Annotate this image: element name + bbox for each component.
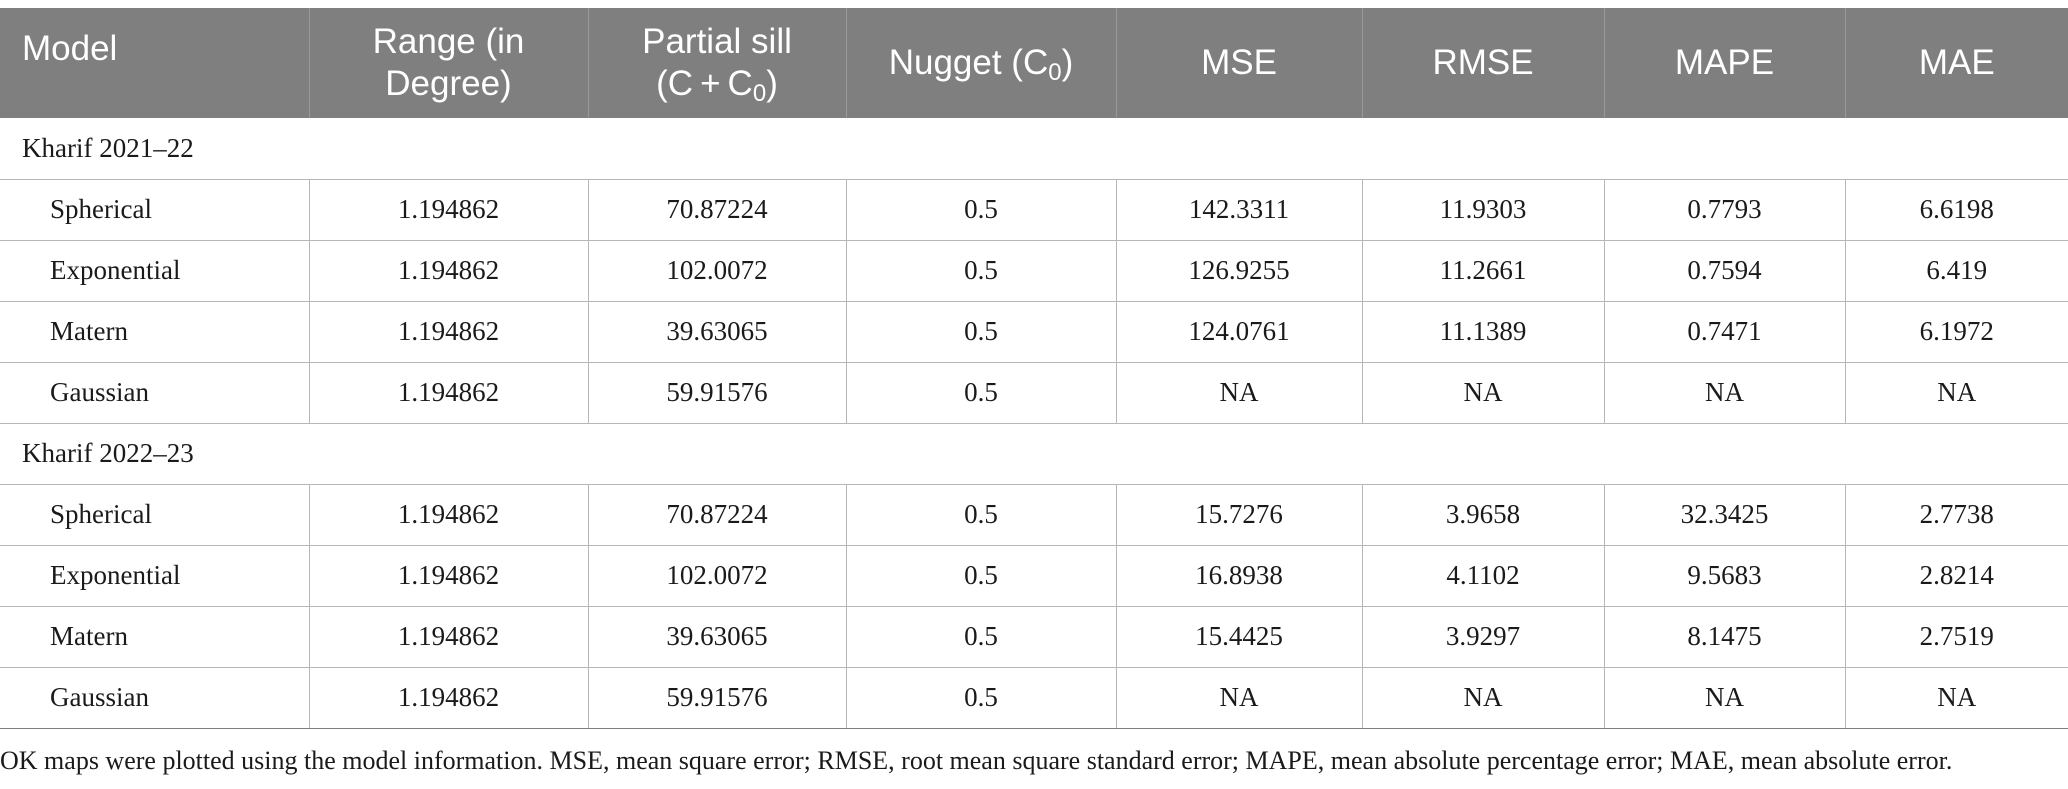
header-rmse: RMSE <box>1362 8 1604 118</box>
cell-partial-sill: 39.63065 <box>588 606 846 667</box>
header-nugget-close: ) <box>1061 43 1074 82</box>
cell-rmse: 4.1102 <box>1362 545 1604 606</box>
header-partial-sill-sub: 0 <box>752 80 767 107</box>
table-row <box>0 240 2068 301</box>
cell-rmse: NA <box>1362 362 1604 423</box>
cell-mae: 6.6198 <box>1845 179 2068 240</box>
table-body <box>0 118 2068 728</box>
cell-mse: 16.8938 <box>1116 545 1362 606</box>
table-row <box>0 362 2068 423</box>
cell-mse: 142.3311 <box>1116 179 1362 240</box>
cell-partial-sill: 102.0072 <box>588 240 846 301</box>
section-row <box>0 423 2068 484</box>
cell-nugget: 0.5 <box>846 606 1116 667</box>
header-mse: MSE <box>1116 8 1362 118</box>
cell-rmse: 11.2661 <box>1362 240 1604 301</box>
cell-mape: 9.5683 <box>1604 545 1845 606</box>
cell-mae: 6.1972 <box>1845 301 2068 362</box>
section-label: Kharif 2022–23 <box>0 423 2068 484</box>
cell-mape: 0.7594 <box>1604 240 1845 301</box>
results-table <box>0 8 2068 729</box>
cell-mae: 2.7519 <box>1845 606 2068 667</box>
cell-mse: 126.9255 <box>1116 240 1362 301</box>
header-partial-sill-close: ) <box>766 64 778 103</box>
table-header <box>0 8 2068 118</box>
cell-rmse: NA <box>1362 667 1604 728</box>
cell-mse: NA <box>1116 667 1362 728</box>
cell-model: Matern <box>0 301 309 362</box>
cell-model: Exponential <box>0 545 309 606</box>
header-partial-sill <box>588 8 846 118</box>
cell-nugget: 0.5 <box>846 362 1116 423</box>
cell-mape: NA <box>1604 667 1845 728</box>
cell-range: 1.194862 <box>309 484 588 545</box>
cell-rmse: 11.9303 <box>1362 179 1604 240</box>
header-nugget-label: Nugget (C <box>888 43 1049 82</box>
cell-partial-sill: 102.0072 <box>588 545 846 606</box>
cell-range: 1.194862 <box>309 545 588 606</box>
header-range: Range (in Degree) <box>309 8 588 118</box>
header-model: Model <box>0 8 309 118</box>
cell-range: 1.194862 <box>309 240 588 301</box>
cell-nugget: 0.5 <box>846 545 1116 606</box>
header-nugget <box>846 8 1116 118</box>
cell-range: 1.194862 <box>309 179 588 240</box>
cell-range: 1.194862 <box>309 667 588 728</box>
header-mape: MAPE <box>1604 8 1845 118</box>
header-row <box>0 8 2068 118</box>
cell-rmse: 11.1389 <box>1362 301 1604 362</box>
table-row <box>0 179 2068 240</box>
table-row <box>0 606 2068 667</box>
cell-model: Exponential <box>0 240 309 301</box>
header-nugget-sub: 0 <box>1048 59 1062 86</box>
cell-mse: NA <box>1116 362 1362 423</box>
header-partial-sill-label: Partial sill <box>642 22 792 61</box>
cell-rmse: 3.9658 <box>1362 484 1604 545</box>
table-container <box>0 8 2068 729</box>
cell-model: Gaussian <box>0 667 309 728</box>
cell-mse: 124.0761 <box>1116 301 1362 362</box>
cell-mse: 15.4425 <box>1116 606 1362 667</box>
header-partial-sill-open: (C + C <box>656 64 753 103</box>
cell-partial-sill: 59.91576 <box>588 667 846 728</box>
section-label: Kharif 2021–22 <box>0 118 2068 179</box>
cell-partial-sill: 39.63065 <box>588 301 846 362</box>
cell-mape: 32.3425 <box>1604 484 1845 545</box>
cell-mape: 0.7793 <box>1604 179 1845 240</box>
cell-mape: NA <box>1604 362 1845 423</box>
cell-range: 1.194862 <box>309 362 588 423</box>
cell-nugget: 0.5 <box>846 301 1116 362</box>
cell-partial-sill: 70.87224 <box>588 179 846 240</box>
section-row <box>0 118 2068 179</box>
cell-partial-sill: 70.87224 <box>588 484 846 545</box>
table-row <box>0 301 2068 362</box>
cell-range: 1.194862 <box>309 301 588 362</box>
cell-partial-sill: 59.91576 <box>588 362 846 423</box>
cell-model: Gaussian <box>0 362 309 423</box>
cell-model: Matern <box>0 606 309 667</box>
cell-model: Spherical <box>0 484 309 545</box>
cell-range: 1.194862 <box>309 606 588 667</box>
table-footnote: OK maps were plotted using the model information. MSE, mean square error; RMSE, root mean square standard error; MAPE, mean absolute percentage error; MAE, mean absolute error. <box>0 746 1953 775</box>
header-mae: MAE <box>1845 8 2068 118</box>
cell-nugget: 0.5 <box>846 484 1116 545</box>
cell-nugget: 0.5 <box>846 179 1116 240</box>
cell-mape: 0.7471 <box>1604 301 1845 362</box>
cell-rmse: 3.9297 <box>1362 606 1604 667</box>
cell-mse: 15.7276 <box>1116 484 1362 545</box>
table-row <box>0 484 2068 545</box>
cell-mae: 2.7738 <box>1845 484 2068 545</box>
cell-mae: 6.419 <box>1845 240 2068 301</box>
cell-nugget: 0.5 <box>846 240 1116 301</box>
cell-mae: 2.8214 <box>1845 545 2068 606</box>
cell-nugget: 0.5 <box>846 667 1116 728</box>
table-row <box>0 667 2068 728</box>
cell-mape: 8.1475 <box>1604 606 1845 667</box>
cell-mae: NA <box>1845 667 2068 728</box>
cell-mae: NA <box>1845 362 2068 423</box>
cell-model: Spherical <box>0 179 309 240</box>
table-row <box>0 545 2068 606</box>
